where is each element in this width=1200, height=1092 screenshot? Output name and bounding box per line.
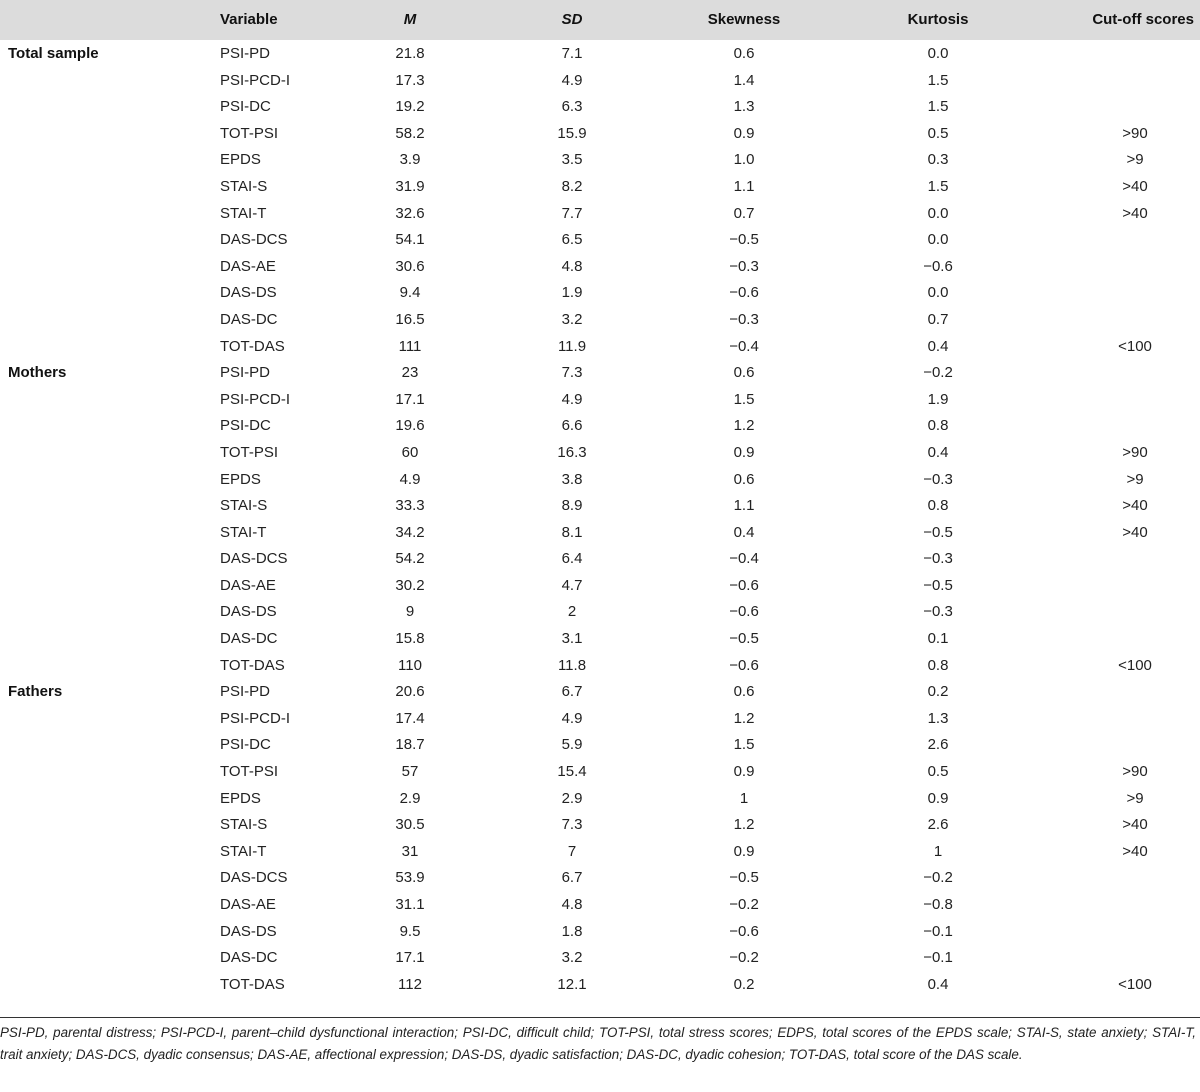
cell-m: 19.2 <box>395 98 425 116</box>
cell-variable: STAI-T <box>220 523 267 541</box>
cell-variable: DAS-DC <box>220 949 278 967</box>
cell-sd: 4.8 <box>561 257 583 275</box>
table-row <box>0 971 1200 998</box>
cell-sd: 7.7 <box>561 204 583 222</box>
cell-kurtosis: −0.1 <box>923 949 953 967</box>
cell-skewness: −0.4 <box>729 337 759 355</box>
cell-variable: TOT-DAS <box>220 337 285 355</box>
cell-skewness: 1 <box>739 789 749 807</box>
table-row <box>0 678 1200 705</box>
cell-sd: 8.1 <box>561 523 583 541</box>
cell-sd: 8.2 <box>561 177 583 195</box>
cell-kurtosis: −0.8 <box>923 896 953 913</box>
cell-kurtosis: −0.2 <box>923 364 953 382</box>
cell-skewness: 0.6 <box>733 45 755 62</box>
cell-cutoff: <100 <box>1118 337 1152 355</box>
cell-m: 34.2 <box>395 523 425 541</box>
cell-m: 2.9 <box>399 789 421 807</box>
cell-m: 54.1 <box>395 231 425 249</box>
cell-cutoff <box>1100 306 1170 333</box>
cell-m: 31 <box>401 842 419 860</box>
cell-m: 17.1 <box>395 949 425 967</box>
cell-m: 32.6 <box>395 204 425 222</box>
cell-variable: STAI-S <box>220 177 268 195</box>
cell-cutoff <box>1100 253 1170 280</box>
cell-kurtosis: 1.5 <box>927 71 949 89</box>
cell-variable: TOT-PSI <box>220 124 279 142</box>
cell-sd: 15.9 <box>557 124 587 142</box>
cell-kurtosis: −0.5 <box>923 576 953 594</box>
cell-sd: 6.6 <box>561 417 583 435</box>
table-row <box>0 279 1200 306</box>
table-footnote: PSI-PD, parental distress; PSI-PCD-I, parent–child dysfunctional interaction; PSI-DC, difficult child; TOT-PSI, total stress scores; EDPS, total scores of the EPDS scale; STAI-S, state anxiety; STAI-T, trait anxiety; DAS-DCS, dyadic consensus; DAS-AE, affectional expression; DAS-DS, dyadic satisfaction; DAS-DC, dyadic cohesion; TOT-DAS, total score of the DAS scale. <box>0 1025 1196 1062</box>
cell-cutoff <box>1100 891 1170 918</box>
cell-sd: 6.7 <box>561 683 583 701</box>
table-body <box>0 40 1200 997</box>
cell-skewness: 1.5 <box>733 736 755 754</box>
cell-kurtosis: 0.3 <box>927 151 949 169</box>
table-row <box>0 838 1200 865</box>
cell-kurtosis: 0.8 <box>927 417 949 435</box>
cell-skewness: −0.5 <box>729 231 759 249</box>
table-row <box>0 359 1200 386</box>
cell-m: 3.9 <box>399 151 421 169</box>
table-bottom-rule <box>0 1017 1200 1018</box>
cell-kurtosis: −0.1 <box>923 922 953 940</box>
header-skewness: Skewness <box>707 11 781 28</box>
table-row <box>0 306 1200 333</box>
cell-skewness: 0.6 <box>733 364 755 382</box>
cell-cutoff: >90 <box>1122 443 1148 461</box>
cell-kurtosis: 0.5 <box>927 124 949 142</box>
cell-sd: 2 <box>567 603 577 621</box>
cell-cutoff <box>1100 731 1170 758</box>
cell-m: 31.1 <box>395 896 425 913</box>
cell-skewness: 1.3 <box>733 98 755 116</box>
cell-kurtosis: 0.0 <box>927 45 949 62</box>
table-row <box>0 731 1200 758</box>
cell-cutoff: >40 <box>1122 816 1148 834</box>
cell-kurtosis: 0.0 <box>927 284 949 302</box>
cell-cutoff <box>1100 545 1170 572</box>
cell-variable: DAS-DS <box>220 603 277 621</box>
cell-m: 20.6 <box>395 683 425 701</box>
table-row <box>0 93 1200 120</box>
cell-variable: PSI-PCD-I <box>220 71 291 89</box>
table-row <box>0 67 1200 94</box>
cell-cutoff: >40 <box>1122 523 1148 541</box>
cell-kurtosis: −0.3 <box>923 603 953 621</box>
cell-m: 19.6 <box>395 417 425 435</box>
cell-cutoff: >40 <box>1122 204 1148 222</box>
table-row <box>0 864 1200 891</box>
cell-cutoff: >90 <box>1122 763 1148 781</box>
table-row <box>0 333 1200 360</box>
cell-kurtosis: −0.6 <box>923 257 953 275</box>
cell-sd: 16.3 <box>557 443 587 461</box>
cell-kurtosis: 0.1 <box>927 630 949 648</box>
cell-cutoff: <100 <box>1118 656 1152 674</box>
cell-skewness: −0.5 <box>729 630 759 648</box>
cell-cutoff <box>1100 572 1170 599</box>
cell-cutoff <box>1100 625 1170 652</box>
cell-skewness: 1.2 <box>733 816 755 834</box>
cell-skewness: −0.3 <box>729 310 759 328</box>
header-m: M <box>403 11 417 28</box>
table-row <box>0 598 1200 625</box>
cell-skewness: −0.6 <box>729 922 759 940</box>
table-row <box>0 652 1200 679</box>
cell-cutoff: <100 <box>1118 975 1152 993</box>
cell-cutoff: >40 <box>1122 177 1148 195</box>
cell-variable: DAS-AE <box>220 257 276 275</box>
cell-sd: 3.2 <box>561 949 583 967</box>
table-row <box>0 146 1200 173</box>
cell-sd: 7.3 <box>561 364 583 382</box>
header-sd: SD <box>561 11 583 28</box>
cell-cutoff <box>1100 705 1170 732</box>
cell-cutoff <box>1100 864 1170 891</box>
cell-cutoff: >40 <box>1122 497 1148 515</box>
cell-kurtosis: 0.8 <box>927 497 949 515</box>
cell-variable: DAS-DS <box>220 284 277 302</box>
header-variable: Variable <box>220 11 278 28</box>
cell-sd: 6.7 <box>561 869 583 887</box>
cell-variable: PSI-PD <box>220 364 271 382</box>
cell-skewness: 1.4 <box>733 71 755 89</box>
cell-skewness: 0.9 <box>733 124 755 142</box>
cell-variable: EPDS <box>220 151 261 169</box>
table-row <box>0 545 1200 572</box>
table-row <box>0 40 1200 67</box>
cell-variable: EPDS <box>220 470 261 488</box>
cell-variable: DAS-DCS <box>220 231 288 249</box>
cell-variable: STAI-S <box>220 816 268 834</box>
table-row <box>0 705 1200 732</box>
cell-cutoff <box>1100 226 1170 253</box>
cell-cutoff: >9 <box>1126 151 1144 169</box>
cell-variable: TOT-DAS <box>220 656 285 674</box>
cell-sd: 3.1 <box>561 630 583 648</box>
cell-variable: DAS-DC <box>220 630 278 648</box>
cell-sd: 11.9 <box>557 337 587 355</box>
cell-sd: 6.4 <box>561 550 583 568</box>
table-row <box>0 944 1200 971</box>
cell-sd: 4.7 <box>561 576 583 594</box>
cell-skewness: −0.6 <box>729 576 759 594</box>
cell-variable: PSI-PCD-I <box>220 709 291 727</box>
cell-skewness: −0.3 <box>729 257 759 275</box>
cell-sd: 15.4 <box>557 763 587 781</box>
cell-variable: STAI-T <box>220 842 267 860</box>
cell-m: 53.9 <box>395 869 425 887</box>
table-row <box>0 386 1200 413</box>
cell-m: 58.2 <box>395 124 425 142</box>
cell-skewness: −0.4 <box>729 550 759 568</box>
table-row <box>0 439 1200 466</box>
cell-sd: 11.8 <box>557 656 587 674</box>
cell-variable: PSI-PCD-I <box>220 390 291 408</box>
cell-m: 17.4 <box>395 709 425 727</box>
cell-variable: PSI-DC <box>220 98 271 116</box>
cell-kurtosis: −0.5 <box>923 523 953 541</box>
cell-sd: 1.9 <box>561 284 583 302</box>
table-row <box>0 758 1200 785</box>
cell-m: 31.9 <box>395 177 425 195</box>
cell-skewness: 1.2 <box>733 417 755 435</box>
group-label: Fathers <box>8 683 63 701</box>
cell-sd: 6.3 <box>561 98 583 116</box>
cell-skewness: 0.6 <box>733 470 755 488</box>
cell-skewness: 1.2 <box>733 709 755 727</box>
cell-cutoff <box>1100 678 1170 705</box>
cell-m: 112 <box>398 975 422 993</box>
cell-cutoff: >9 <box>1126 470 1144 488</box>
cell-m: 57 <box>401 763 419 781</box>
cell-m: 33.3 <box>395 497 425 515</box>
cell-cutoff <box>1100 918 1170 945</box>
cell-sd: 4.8 <box>561 896 583 913</box>
cell-variable: DAS-DS <box>220 922 277 940</box>
cell-m: 18.7 <box>395 736 425 754</box>
header-kurtosis: Kurtosis <box>907 11 969 28</box>
cell-kurtosis: 0.4 <box>927 975 949 993</box>
cell-kurtosis: 0.4 <box>927 443 949 461</box>
cell-kurtosis: 2.6 <box>927 816 949 834</box>
cell-m: 60 <box>401 443 419 461</box>
cell-kurtosis: 1.9 <box>927 390 949 408</box>
cell-sd: 8.9 <box>561 497 583 515</box>
table-row <box>0 918 1200 945</box>
cell-variable: DAS-DCS <box>220 550 288 568</box>
cell-kurtosis: 0.5 <box>927 763 949 781</box>
table-row <box>0 120 1200 147</box>
cell-variable: TOT-PSI <box>220 763 279 781</box>
cell-kurtosis: 0.7 <box>927 310 949 328</box>
cell-m: 17.1 <box>395 390 425 408</box>
cell-kurtosis: −0.2 <box>923 869 953 887</box>
cell-cutoff <box>1100 598 1170 625</box>
cell-sd: 4.9 <box>561 390 583 408</box>
cell-m: 21.8 <box>395 45 425 62</box>
cell-cutoff <box>1100 359 1170 386</box>
cell-m: 23 <box>401 364 419 382</box>
cell-variable: DAS-DCS <box>220 869 288 887</box>
cell-skewness: 1.1 <box>733 177 755 195</box>
cell-m: 9.5 <box>399 922 421 940</box>
cell-cutoff <box>1100 944 1170 971</box>
cell-variable: TOT-PSI <box>220 443 279 461</box>
header-cutoff: Cut-off scores <box>1092 11 1194 28</box>
table-row <box>0 625 1200 652</box>
cell-sd: 7.1 <box>561 45 583 62</box>
cell-sd: 4.9 <box>561 709 583 727</box>
cell-sd: 7 <box>567 842 577 860</box>
table-row <box>0 891 1200 918</box>
cell-variable: STAI-T <box>220 204 267 222</box>
cell-cutoff <box>1100 412 1170 439</box>
cell-cutoff <box>1100 67 1170 94</box>
cell-variable: DAS-AE <box>220 896 276 913</box>
cell-skewness: 1.0 <box>733 151 755 169</box>
cell-sd: 5.9 <box>561 736 583 754</box>
cell-skewness: 0.7 <box>733 204 755 222</box>
cell-cutoff <box>1100 386 1170 413</box>
group-label: Total sample <box>8 45 99 62</box>
cell-kurtosis: 1 <box>933 842 943 860</box>
cell-sd: 6.5 <box>561 231 583 249</box>
table-header <box>0 0 1200 40</box>
cell-cutoff: >40 <box>1122 842 1148 860</box>
cell-m: 17.3 <box>395 71 425 89</box>
table-row <box>0 492 1200 519</box>
cell-m: 15.8 <box>395 630 425 648</box>
cell-skewness: −0.6 <box>729 284 759 302</box>
cell-m: 30.5 <box>395 816 425 834</box>
group-label: Mothers <box>8 364 67 382</box>
cell-sd: 3.5 <box>561 151 583 169</box>
table-row <box>0 173 1200 200</box>
cell-m: 30.2 <box>395 576 425 594</box>
cell-variable: STAI-S <box>220 497 268 515</box>
cell-skewness: 0.4 <box>733 523 755 541</box>
cell-kurtosis: 1.5 <box>927 177 949 195</box>
cell-skewness: 0.9 <box>733 842 755 860</box>
cell-variable: PSI-PD <box>220 45 271 62</box>
cell-sd: 3.8 <box>561 470 583 488</box>
cell-skewness: 1.1 <box>733 497 755 515</box>
cell-skewness: −0.6 <box>729 603 759 621</box>
cell-m: 4.9 <box>399 470 421 488</box>
cell-skewness: −0.6 <box>729 656 759 674</box>
cell-sd: 4.9 <box>561 71 583 89</box>
cell-skewness: 0.6 <box>733 683 755 701</box>
table-row <box>0 200 1200 227</box>
cell-m: 9.4 <box>399 284 421 302</box>
cell-kurtosis: 0.4 <box>927 337 949 355</box>
cell-kurtosis: 0.2 <box>927 683 949 701</box>
cell-cutoff: >9 <box>1126 789 1144 807</box>
cell-skewness: 0.2 <box>733 975 755 993</box>
cell-sd: 2.9 <box>561 789 583 807</box>
cell-m: 9 <box>405 603 415 621</box>
table-row <box>0 466 1200 493</box>
cell-kurtosis: 0.0 <box>927 204 949 222</box>
cell-variable: DAS-DC <box>220 310 278 328</box>
cell-variable: PSI-DC <box>220 736 271 754</box>
cell-skewness: 0.9 <box>733 443 755 461</box>
cell-skewness: 1.5 <box>733 390 755 408</box>
cell-m: 110 <box>398 656 422 674</box>
cell-sd: 3.2 <box>561 310 583 328</box>
cell-variable: EPDS <box>220 789 261 807</box>
cell-sd: 12.1 <box>557 975 587 993</box>
cell-variable: TOT-DAS <box>220 975 285 993</box>
cell-variable: DAS-AE <box>220 576 276 594</box>
table-row <box>0 811 1200 838</box>
cell-variable: PSI-DC <box>220 417 271 435</box>
table-row <box>0 412 1200 439</box>
cell-skewness: −0.5 <box>729 869 759 887</box>
cell-sd: 1.8 <box>561 922 583 940</box>
cell-kurtosis: 1.5 <box>927 98 949 116</box>
table-row <box>0 785 1200 812</box>
cell-cutoff <box>1100 40 1170 67</box>
cell-kurtosis: 1.3 <box>927 709 949 727</box>
cell-cutoff: >90 <box>1122 124 1148 142</box>
cell-kurtosis: 0.8 <box>927 656 949 674</box>
cell-skewness: −0.2 <box>729 949 759 967</box>
cell-m: 16.5 <box>395 310 425 328</box>
cell-variable: PSI-PD <box>220 683 271 701</box>
cell-kurtosis: −0.3 <box>923 550 953 568</box>
cell-skewness: −0.2 <box>729 896 759 913</box>
cell-m: 54.2 <box>395 550 425 568</box>
cell-kurtosis: 0.9 <box>927 789 949 807</box>
cell-m: 30.6 <box>395 257 425 275</box>
cell-kurtosis: 2.6 <box>927 736 949 754</box>
cell-cutoff <box>1100 93 1170 120</box>
cell-skewness: 0.9 <box>733 763 755 781</box>
cell-kurtosis: 0.0 <box>927 231 949 249</box>
cell-cutoff <box>1100 279 1170 306</box>
table-row <box>0 519 1200 546</box>
cell-kurtosis: −0.3 <box>923 470 953 488</box>
cell-m: 111 <box>398 337 422 355</box>
table-row <box>0 572 1200 599</box>
cell-sd: 7.3 <box>561 816 583 834</box>
table-row <box>0 226 1200 253</box>
table-row <box>0 253 1200 280</box>
